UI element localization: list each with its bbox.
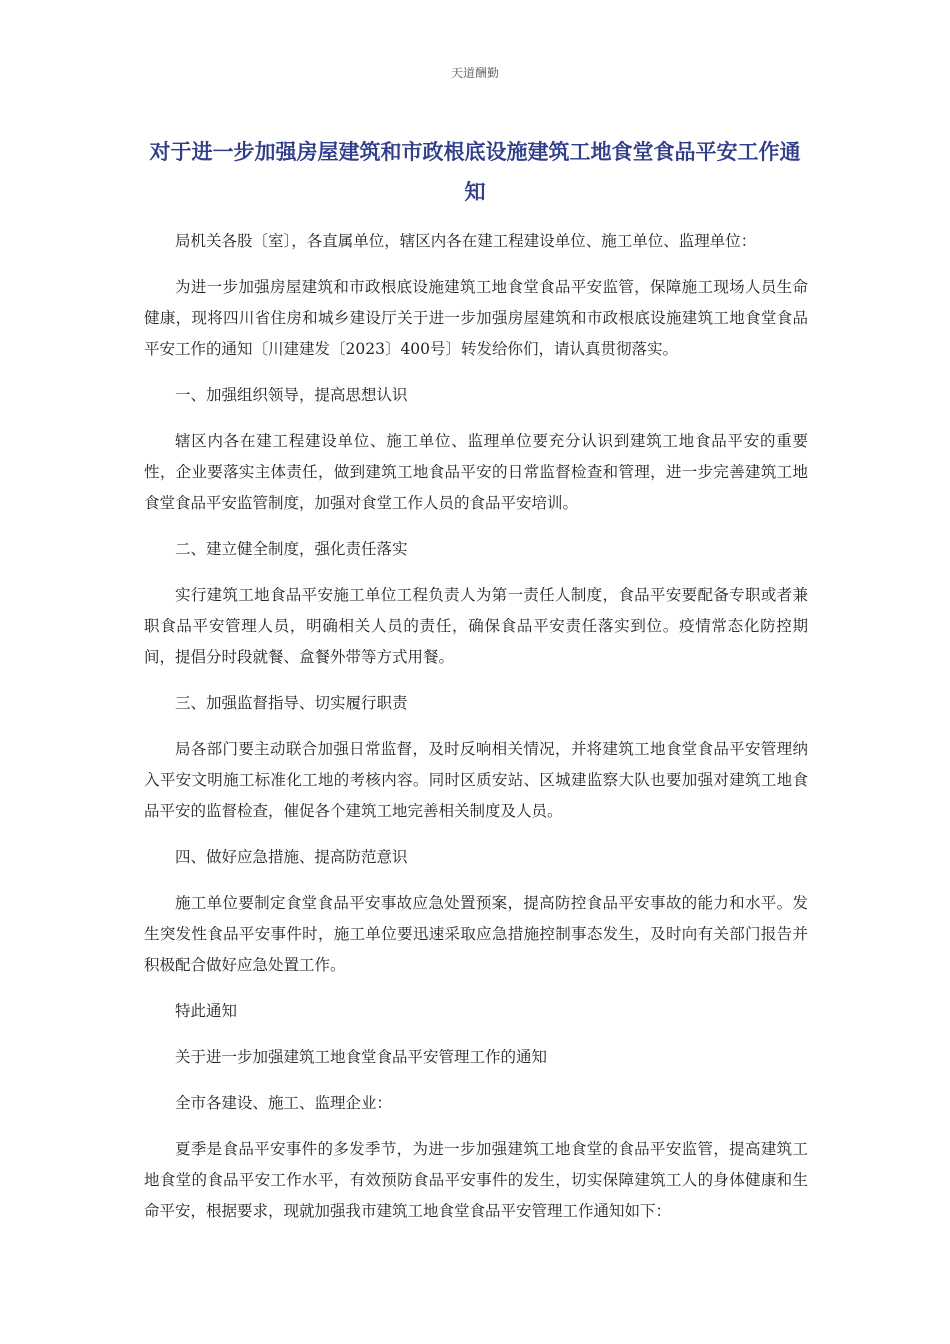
header-note: 天道酬勤 [450, 66, 499, 80]
closing-note: 特此通知 [175, 1002, 238, 1020]
section-heading-3: 三、加强监督指导、切实履行职责 [175, 694, 408, 712]
second-notice-body: 夏季是食品平安事件的多发季节，为进一步加强建筑工地食堂的食品平安监管，提高建筑工地食堂的食品平安工作水平，有效预防食品平安事件的发生，切实保障建筑工人的身体健康和生命平安，根据要求，现就加强我市建筑工地食堂食品平安管理工作通知如下： [144, 1140, 808, 1220]
section-heading-1: 一、加强组织领导，提高思想认识 [175, 386, 408, 404]
section-body-4: 施工单位要制定食堂食品平安事故应急处置预案，提高防控食品平安事故的能力和水平。发生突发性食品平安事件时，施工单位要迅速采取应急措施控制事态发生，及时向有关部门报告并积极配合做好应急处置工作。 [144, 894, 808, 974]
section-body-1: 辖区内各在建工程建设单位、施工单位、监理单位要充分认识到建筑工地食品平安的重要性，企业要落实主体责任，做到建筑工地食品平安的日常监督检查和管理，进一步完善建筑工地食堂食品平安监管制度，加强对食堂工作人员的食品平安培训。 [144, 432, 808, 512]
second-notice-salutation: 全市各建设、施工、监理企业： [175, 1094, 393, 1112]
salutation: 局机关各股〔室〕，各直属单位，辖区内各在建工程建设单位、施工单位、监理单位： [175, 232, 757, 250]
document-body [144, 226, 808, 1242]
second-notice-title: 关于进一步加强建筑工地食堂食品平安管理工作的通知 [175, 1048, 548, 1066]
document-title: 对于进一步加强房屋建筑和市政根底设施建筑工地食堂食品平安工作通知 [149, 140, 801, 204]
section-body-2: 实行建筑工地食品平安施工单位工程负责人为第一责任人制度，食品平安要配备专职或者兼职食品平安管理人员，明确相关人员的责任，确保食品平安责任落实到位。疫情常态化防控期间，提倡分时段就餐、盒餐外带等方式用餐。 [144, 586, 808, 666]
intro-paragraph: 为进一步加强房屋建筑和市政根底设施建筑工地食堂食品平安监管，保障施工现场人员生命健康，现将四川省住房和城乡建设厅关于进一步加强房屋建筑和市政根底设施建筑工地食堂食品平安工作的通知〔川建建发〔2023〕400号〕转发给你们，请认真贯彻落实。 [144, 278, 808, 358]
section-heading-4: 四、做好应急措施、提高防范意识 [175, 848, 408, 866]
section-heading-2: 二、建立健全制度，强化责任落实 [175, 540, 408, 558]
section-body-3: 局各部门要主动联合加强日常监督，及时反响相关情况，并将建筑工地食堂食品平安管理纳入平安文明施工标准化工地的考核内容。同时区质安站、区城建监察大队也要加强对建筑工地食品平安的监督检查，催促各个建筑工地完善相关制度及人员。 [144, 740, 808, 820]
